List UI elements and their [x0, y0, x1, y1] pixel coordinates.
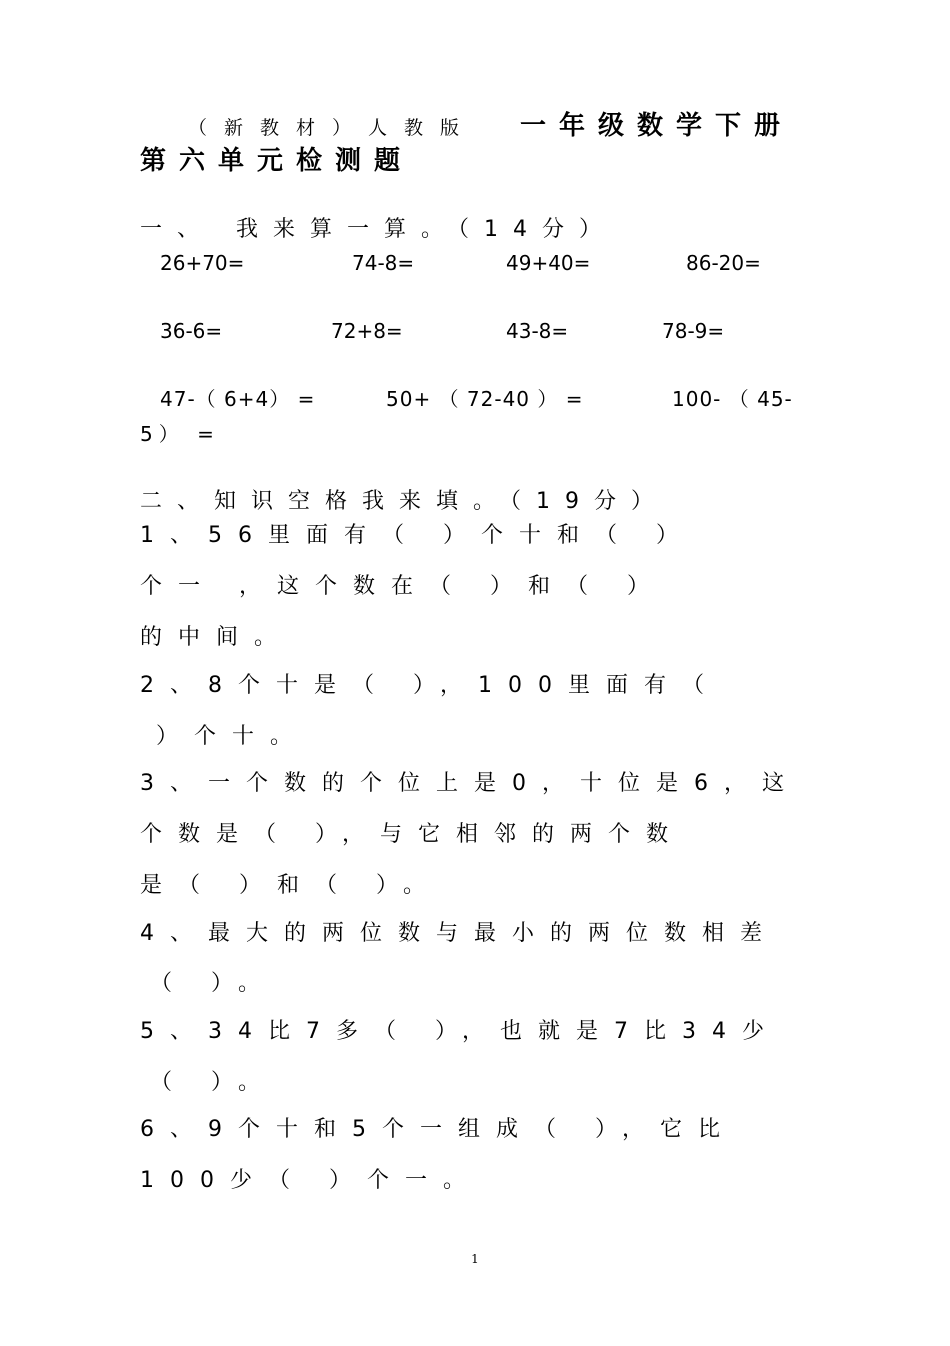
calc-item: 78-9=: [662, 319, 725, 343]
question-3-line-1: 3、一个数的个位上是0，十位是6，这: [140, 771, 800, 796]
calc-item: 49+40=: [506, 251, 591, 275]
calc-item: 72+8=: [331, 319, 403, 343]
calc-item: 43-8=: [506, 319, 569, 343]
question-6-line-2: 100少（ ）个一。: [140, 1168, 481, 1193]
question-6-line-1: 6、9个十和5个一组成（ ），它比: [140, 1117, 736, 1142]
page-number: 1: [471, 1252, 479, 1266]
calc-item: 47-（ 6+4） =: [160, 387, 316, 411]
calc-item: 100- （ 45-: [672, 387, 793, 411]
question-1-line-3: 的中间。: [140, 625, 293, 650]
calc-item: 26+70=: [160, 251, 245, 275]
title-line2: 第六单元检测题: [140, 146, 414, 176]
calc-item: 86-20=: [686, 251, 761, 275]
question-3-line-3: 是（ ）和（ ）。: [140, 873, 441, 898]
question-4-line-2: （ ）。: [150, 971, 276, 996]
question-2-line-1: 2、8个十是（ ），100里面有（: [140, 673, 720, 698]
question-3-line-2: 个数是（ ），与它相邻的两个数: [140, 822, 684, 847]
question-1-line-2: 个一 ，这个数在（ ）和（ ）: [140, 574, 665, 599]
question-1-line-1: 1、56里面有（ ）个十和（ ）: [140, 523, 694, 548]
title-main: 一年级数学下册: [520, 111, 794, 141]
question-4-line-1: 4、最大的两位数与最小的两位数相差: [140, 921, 778, 946]
question-5-line-2: （ ）。: [150, 1070, 276, 1095]
section1-heading: 一、 我来算一算。（14分）: [140, 217, 616, 242]
calc-item: 36-6=: [160, 319, 223, 343]
calc-item: 74-8=: [352, 251, 415, 275]
calc-item: 50+ （ 72-40 ） =: [386, 387, 584, 411]
title-prefix: （新教材）人教版: [188, 117, 477, 139]
question-2-line-2: ）个十。: [156, 724, 309, 749]
question-5-line-1: 5、34比7多（ ），也就是7比34少: [140, 1019, 780, 1044]
section2-heading: 二、知识空格我来填。（19分）: [140, 489, 668, 514]
calc-item-continued: 5） =: [140, 422, 220, 446]
